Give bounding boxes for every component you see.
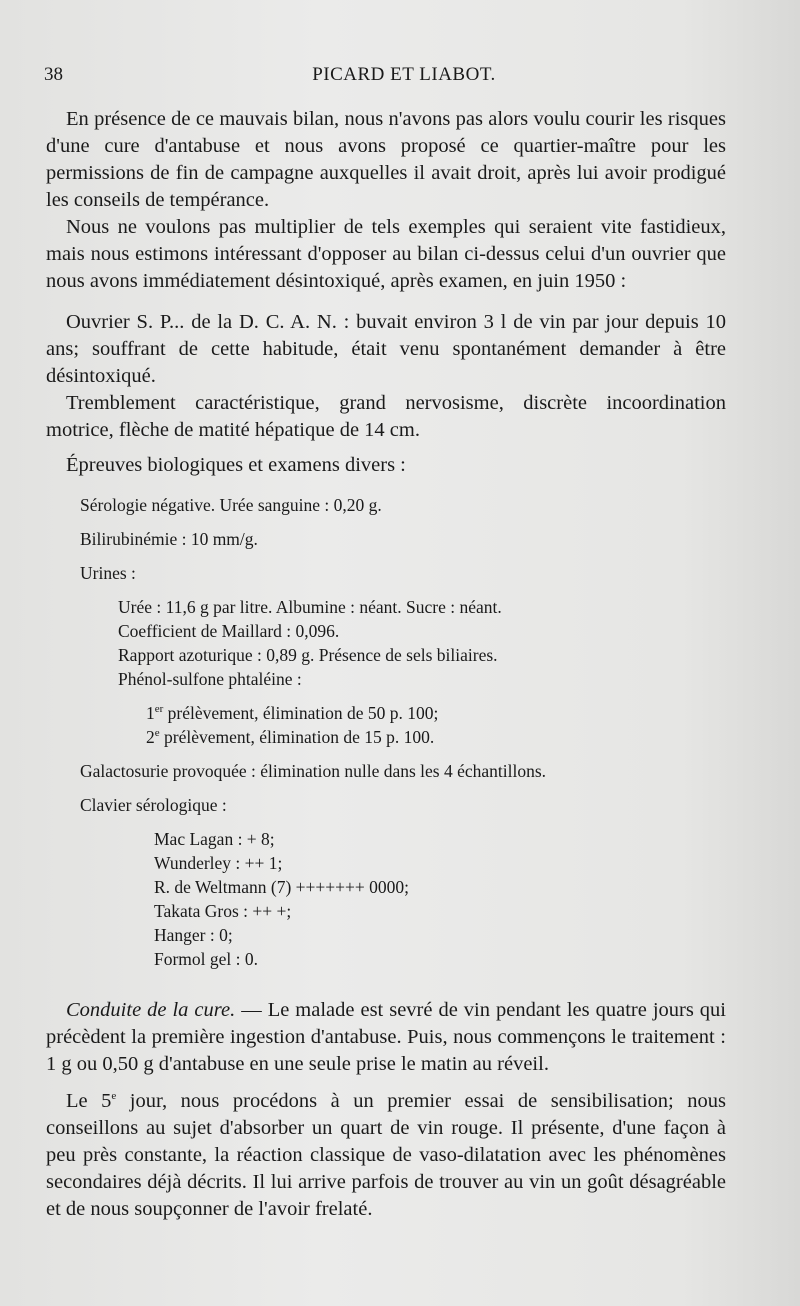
paragraph-conduite <box>46 997 726 1078</box>
page-header <box>44 64 764 94</box>
exam-phenol: Phénol-sulfone phtaléine : <box>118 669 302 689</box>
prelevement-2-sup: e <box>154 727 160 740</box>
exam-galactosurie: Galactosurie provoquée : élimination nulle dans les 4 échantillons. <box>80 761 547 781</box>
sensibilisation-sup: e <box>111 1090 117 1103</box>
prelevement-1-number: 1 <box>146 703 155 723</box>
paragraph-tremblement: Tremblement caractéristique, grand nervosisme, discrète incoordination motrice, flèche de matité hépatique de 14 cm. <box>46 392 726 441</box>
body-text <box>46 106 726 1223</box>
paragraph-exemples: Nous ne voulons pas multiplier de tels exemples qui seraient vite fastidieux, mais nous estimons intéressant d'opposer au bilan ci-dessus celui d'un ouvrier que nous avons immédiatement désintoxiqué, après examen, en juin 1950 : <box>46 216 726 292</box>
sensibilisation-text: jour, nous procédons à un premier essai de sensibilisation; nous conseillons au sujet d'absorber un quart de vin rouge. Il présente, d'une façon à peu près constante, la réaction classique de vaso-dilatation avec les phénomènes secondaires déjà décrits. Il lui arrive parfois de trouver au vin un goût désagréable et de nous soupçonner de l'avoir frelaté. <box>46 1090 726 1220</box>
exam-formol: Formol gel : 0. <box>154 949 259 969</box>
exam-bilirubinemie: Bilirubinémie : 10 mm/g. <box>80 529 258 549</box>
prelevement-1-text: prélèvement, élimination de 50 p. 100; <box>163 703 439 723</box>
conduite-heading: Conduite de la cure. <box>66 999 236 1021</box>
paragraph-sensibilisation <box>46 1088 726 1223</box>
sensibilisation-start: Le 5 <box>66 1090 112 1112</box>
exam-prelevement-2 <box>146 725 726 749</box>
exam-prelevement-1 <box>146 701 726 725</box>
exam-serologie: Sérologie négative. Urée sanguine : 0,20 g. <box>80 495 382 515</box>
exam-weltmann: R. de Weltmann (7) +++++++ 0000; <box>154 877 409 897</box>
exam-uree: Urée : 11,6 g par litre. Albumine : néant. Sucre : néant. <box>118 597 502 617</box>
paragraph-ouvrier: Ouvrier S. P... de la D. C. A. N. : buvait environ 3 l de vin par jour depuis 10 ans; souffrant de cette habitude, était venu spontanément demander à être désintoxiqué. <box>46 311 726 387</box>
exam-hanger: Hanger : 0; <box>154 925 233 945</box>
exam-clavier-label: Clavier sérologique : <box>80 795 227 815</box>
exam-takata: Takata Gros : ++ +; <box>154 901 292 921</box>
exam-list <box>46 493 726 971</box>
prelevement-2-number: 2 <box>146 727 155 747</box>
paragraph-bilan: En présence de ce mauvais bilan, nous n'avons pas alors voulu courir les risques d'une cure d'antabuse et nous avons proposé ce quartier-maître pour les permissions de fin de campagne auxquelles il avait droit, après lui avoir prodigué les conseils de tempérance. <box>46 108 726 211</box>
exam-wunderley: Wunderley : ++ 1; <box>154 853 283 873</box>
page-number: 38 <box>44 64 63 85</box>
paragraph-epreuves: Épreuves biologiques et examens divers : <box>66 454 406 476</box>
exam-maillard: Coefficient de Maillard : 0,096. <box>118 621 340 641</box>
exam-mac-lagan: Mac Lagan : + 8; <box>154 829 275 849</box>
prelevement-1-sup: er <box>154 703 164 716</box>
prelevement-2-text: prélèvement, élimination de 15 p. 100. <box>159 727 435 747</box>
exam-rapport: Rapport azoturique : 0,89 g. Présence de sels biliaires. <box>118 645 498 665</box>
running-title: PICARD ET LIABOT. <box>312 64 496 85</box>
conduite-text: — Le malade est sevré de vin pendant les quatre jours qui précèdent la première ingestion d'antabuse. Puis, nous commençons le traitement : 1 g ou 0,50 g d'antabuse en une seule prise le matin au réveil. <box>46 999 727 1075</box>
exam-urines-label: Urines : <box>80 563 136 583</box>
